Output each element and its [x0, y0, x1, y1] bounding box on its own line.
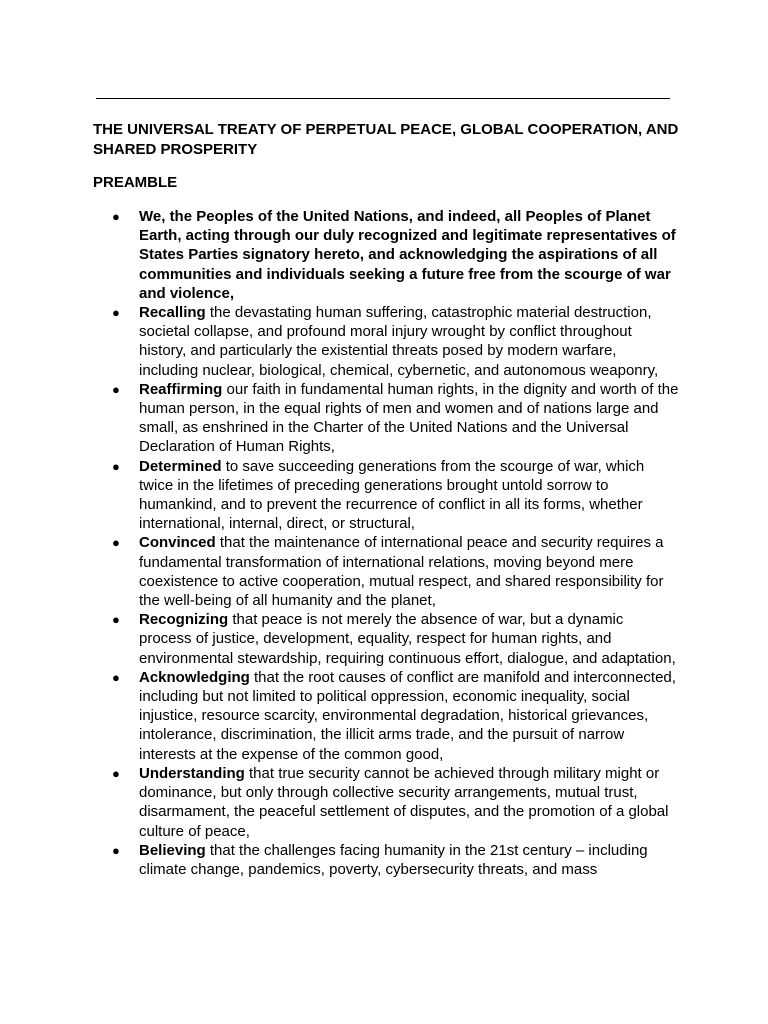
preamble-text: that the maintenance of international peace and security requires a fundamental transformation of international relations, moving beyond mere coexistence to active cooperation, mutual respect, and shared responsibility for the well-being of all humanity and the planet,	[139, 534, 664, 610]
preamble-keyword: Understanding	[139, 764, 245, 782]
bullet-icon: ●	[112, 381, 120, 397]
preamble-keyword: Determined	[139, 457, 222, 475]
horizontal-rule	[96, 98, 670, 99]
preamble-keyword: Convinced	[139, 534, 216, 552]
preamble-text: to save succeeding generations from the scourge of war, which twice in the lifetimes of preceding generations brought untold sorrow to humankind, and to prevent the recurrence of conflict in all its forms, whether international, internal, direct, or structural,	[139, 457, 645, 533]
document-title: THE UNIVERSAL TREATY OF PERPETUAL PEACE, GLOBAL COOPERATION, AND SHARED PROSPERITY	[93, 121, 679, 158]
preamble-item	[0, 841, 679, 879]
preamble-text: that the root causes of conflict are manifold and interconnected, including but not limited to political oppression, economic inequality, social injustice, resource scarcity, environmental degradation, historical grievances, intolerance, discrimination, the illicit arms trade, and the pursuit of narrow interests at the expense of the common good,	[139, 668, 676, 763]
preamble-keyword: Reaffirming	[139, 380, 223, 398]
preamble-text: our faith in fundamental human rights, in the dignity and worth of the human person, in the equal rights of men and women and of nations large and small, as enshrined in the Charter of the United Nations and the Universal Declaration of Human Rights,	[139, 380, 679, 456]
preamble-item	[0, 668, 679, 764]
preamble-text: We, the Peoples of the United Nations, and indeed, all Peoples of Planet Earth, acting through our duly recognized and legitimate representatives of States Parties signatory hereto, and acknowledging the aspirations of all communities and individuals seeking a future free from the scourge of war and violence,	[139, 208, 676, 302]
preamble-item	[0, 457, 679, 534]
preamble-keyword: Recalling	[139, 304, 206, 322]
preamble-keyword: Recognizing	[139, 611, 229, 629]
bullet-icon: ●	[112, 209, 120, 224]
preamble-text: that true security cannot be achieved through military might or dominance, but only through collective security arrangements, mutual trust, disarmament, the peaceful settlement of disputes, and the promotion of a global culture of peace,	[139, 764, 669, 840]
section-heading-preamble: PREAMBLE	[93, 174, 178, 191]
preamble-item	[0, 533, 679, 610]
bullet-icon: ●	[112, 669, 120, 685]
bullet-icon: ●	[112, 305, 120, 321]
preamble-item	[0, 610, 679, 668]
bullet-icon: ●	[112, 458, 120, 474]
preamble-item	[0, 764, 679, 841]
preamble-keyword: Acknowledging	[139, 668, 250, 686]
preamble-item	[0, 380, 679, 457]
preamble-text: that the challenges facing humanity in the 21st century – including climate change, pandemics, poverty, cybersecurity threats, and mass	[139, 841, 648, 878]
bullet-icon: ●	[112, 535, 120, 551]
preamble-text: the devastating human suffering, catastrophic material destruction, societal collapse, and profound moral injury wrought by conflict throughout history, and particularly the existential threats posed by modern warfare, including nuclear, biological, chemical, cybernetic, and autonomous weaponry,	[139, 304, 659, 379]
bullet-icon: ●	[112, 842, 120, 858]
preamble-text: that peace is not merely the absence of war, but a dynamic process of justice, development, equality, respect for human rights, and environmental stewardship, requiring continuous effort, dialogue, and adaptation,	[139, 611, 676, 667]
preamble-keyword: Believing	[139, 841, 206, 859]
preamble-list	[0, 207, 679, 879]
preamble-item	[0, 207, 679, 303]
bullet-icon: ●	[112, 612, 120, 628]
preamble-item	[0, 303, 679, 380]
bullet-icon: ●	[112, 765, 120, 781]
